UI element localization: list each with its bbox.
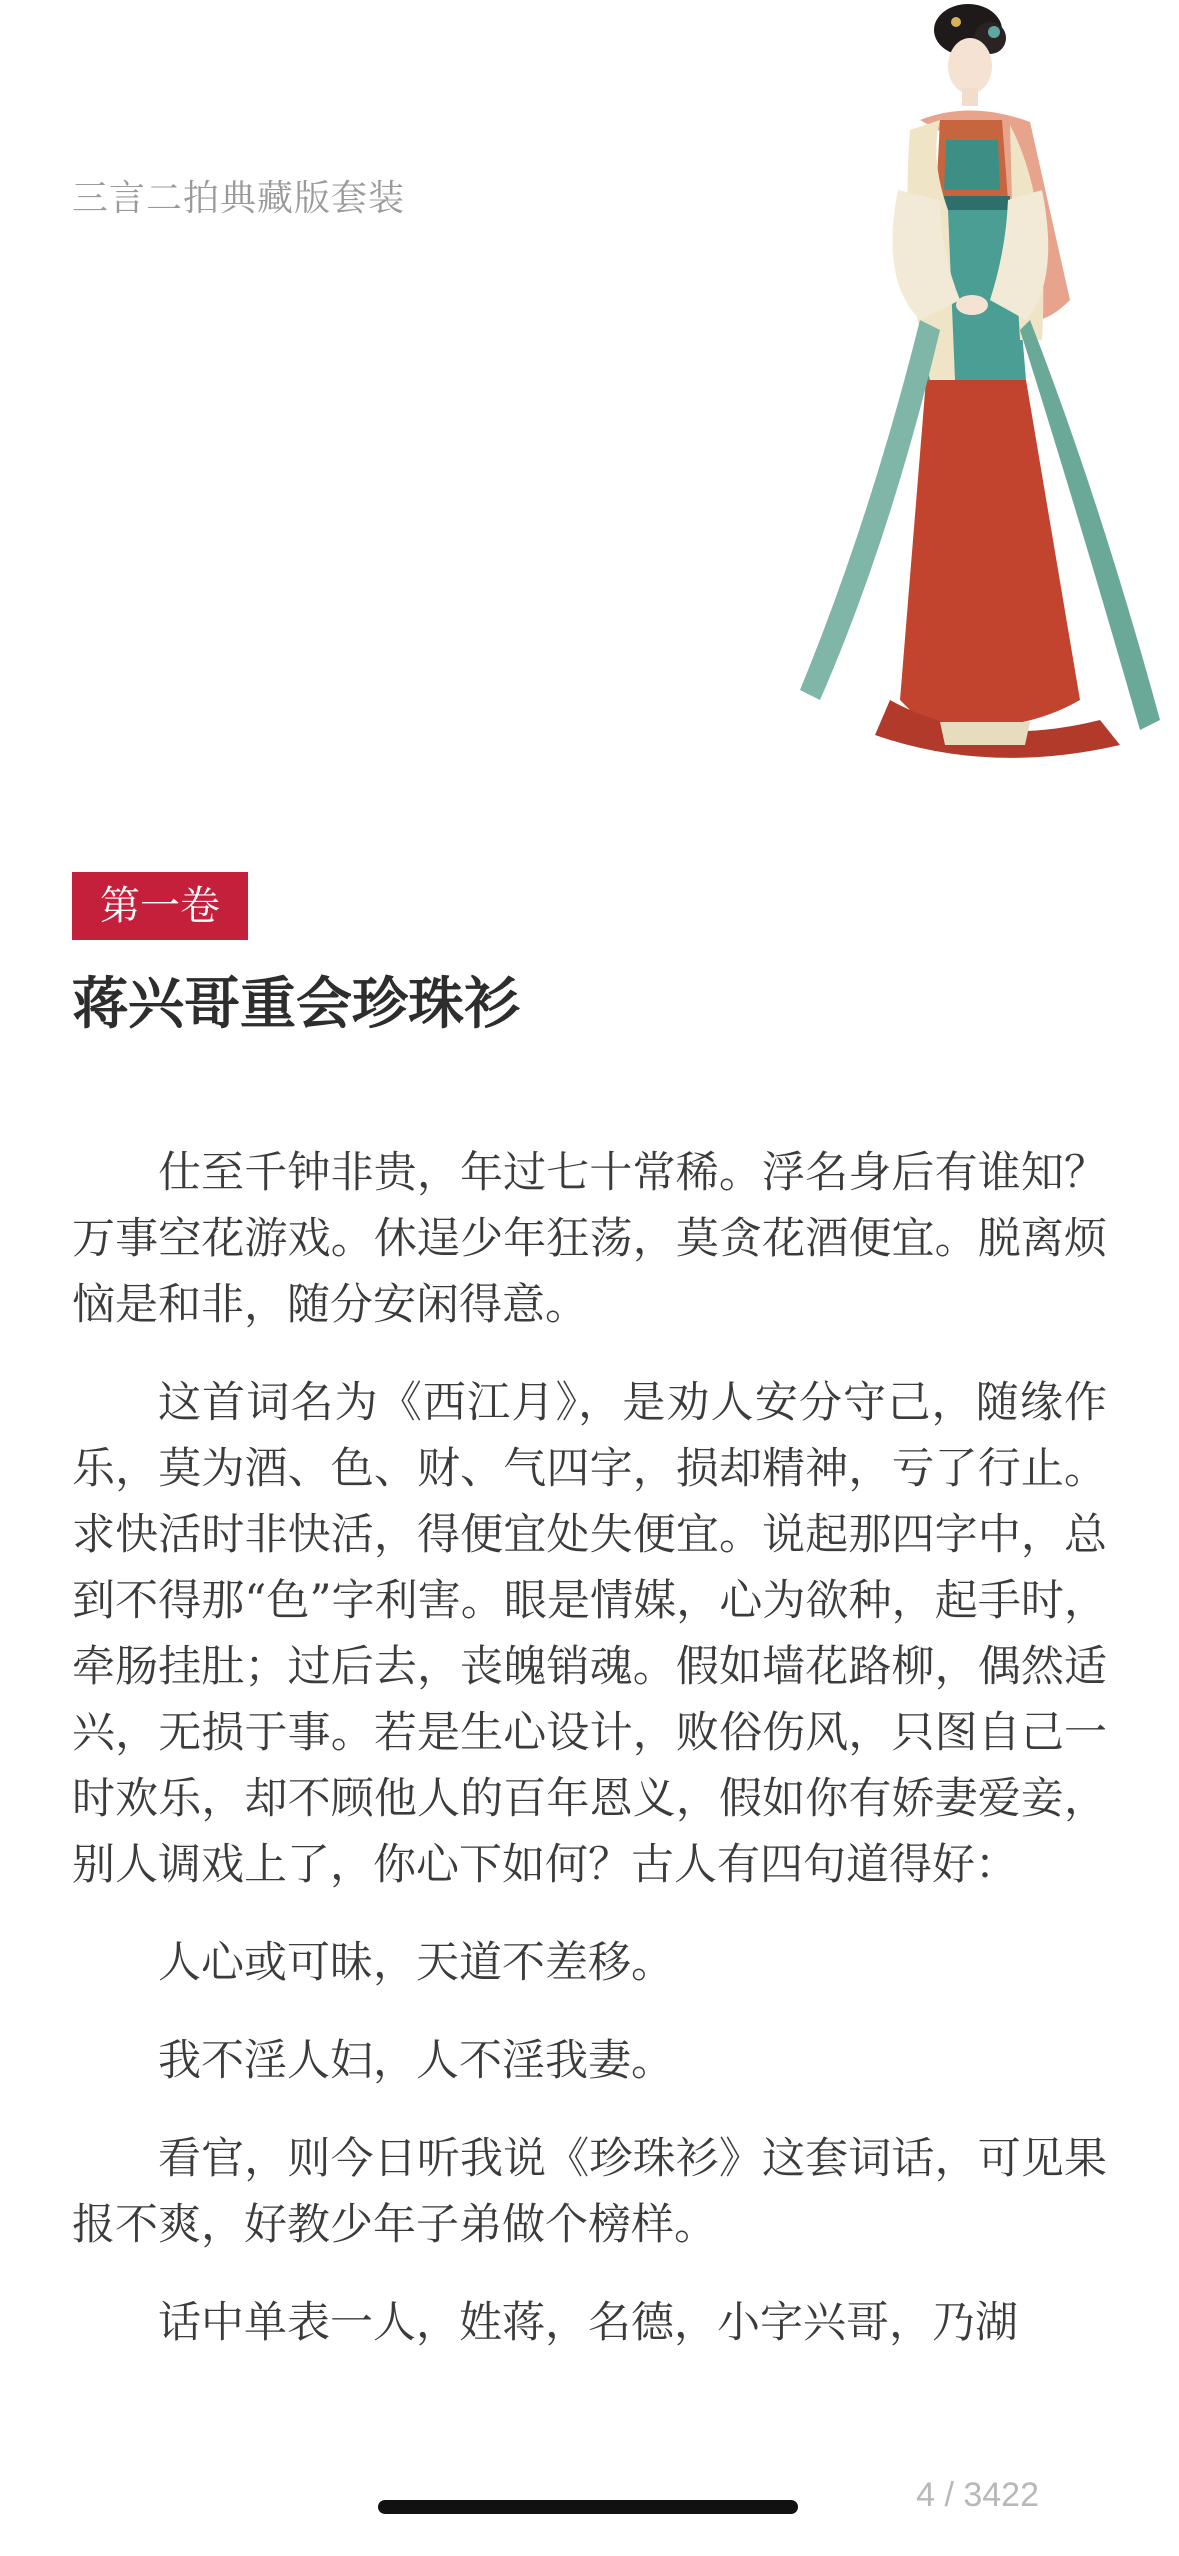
paragraph-1: 仕至千钟非贵，年过七十常稀。浮名身后有谁知？万事空花游戏。休逞少年狂荡，莫贪花酒便宜。脱离烦恼是和非，随分安闲得意。 xyxy=(72,1148,1107,1330)
chapter-body-text xyxy=(72,1140,1107,2388)
paragraph-4: 话中单表一人，姓蒋，名德，小字兴哥，乃湖 xyxy=(158,2298,1018,2348)
book-title: 三言二拍典藏版套装 xyxy=(72,178,406,219)
volume-badge: 第一卷 xyxy=(72,872,248,940)
tang-lady-illustration xyxy=(780,0,1179,760)
poem-line-2: 我不淫人妇，人不淫我妻。 xyxy=(158,2036,674,2086)
home-indicator[interactable] xyxy=(378,2500,798,2514)
paragraph-2: 这首词名为《西江月》，是劝人安分守己，随缘作乐，莫为酒、色、财、气四字，损却精神，亏了行止。求快活时非快活，得便宜处失便宜。说起那四字中，总到不得那“色”字利害。眼是情媒，心为欲种，起手时，牵肠挂肚；过后去，丧魄销魂。假如墙花路柳，偶然适兴，无损于事。若是生心设计，败俗伤风，只图自己一时欢乐，却不顾他人的百年恩义，假如你有娇妻爱妾，别人调戏上了，你心下如何？古人有四句道得好： xyxy=(72,1378,1107,1890)
paragraph-3: 看官，则今日听我说《珍珠衫》这套词话，可见果报不爽，好教少年子弟做个榜样。 xyxy=(72,2134,1107,2250)
chapter-title: 蒋兴哥重会珍珠衫 xyxy=(72,972,520,1037)
page-indicator: 4 / 3422 xyxy=(916,2476,1039,2514)
poem-line-1: 人心或可昧，天道不差移。 xyxy=(158,1938,674,1988)
